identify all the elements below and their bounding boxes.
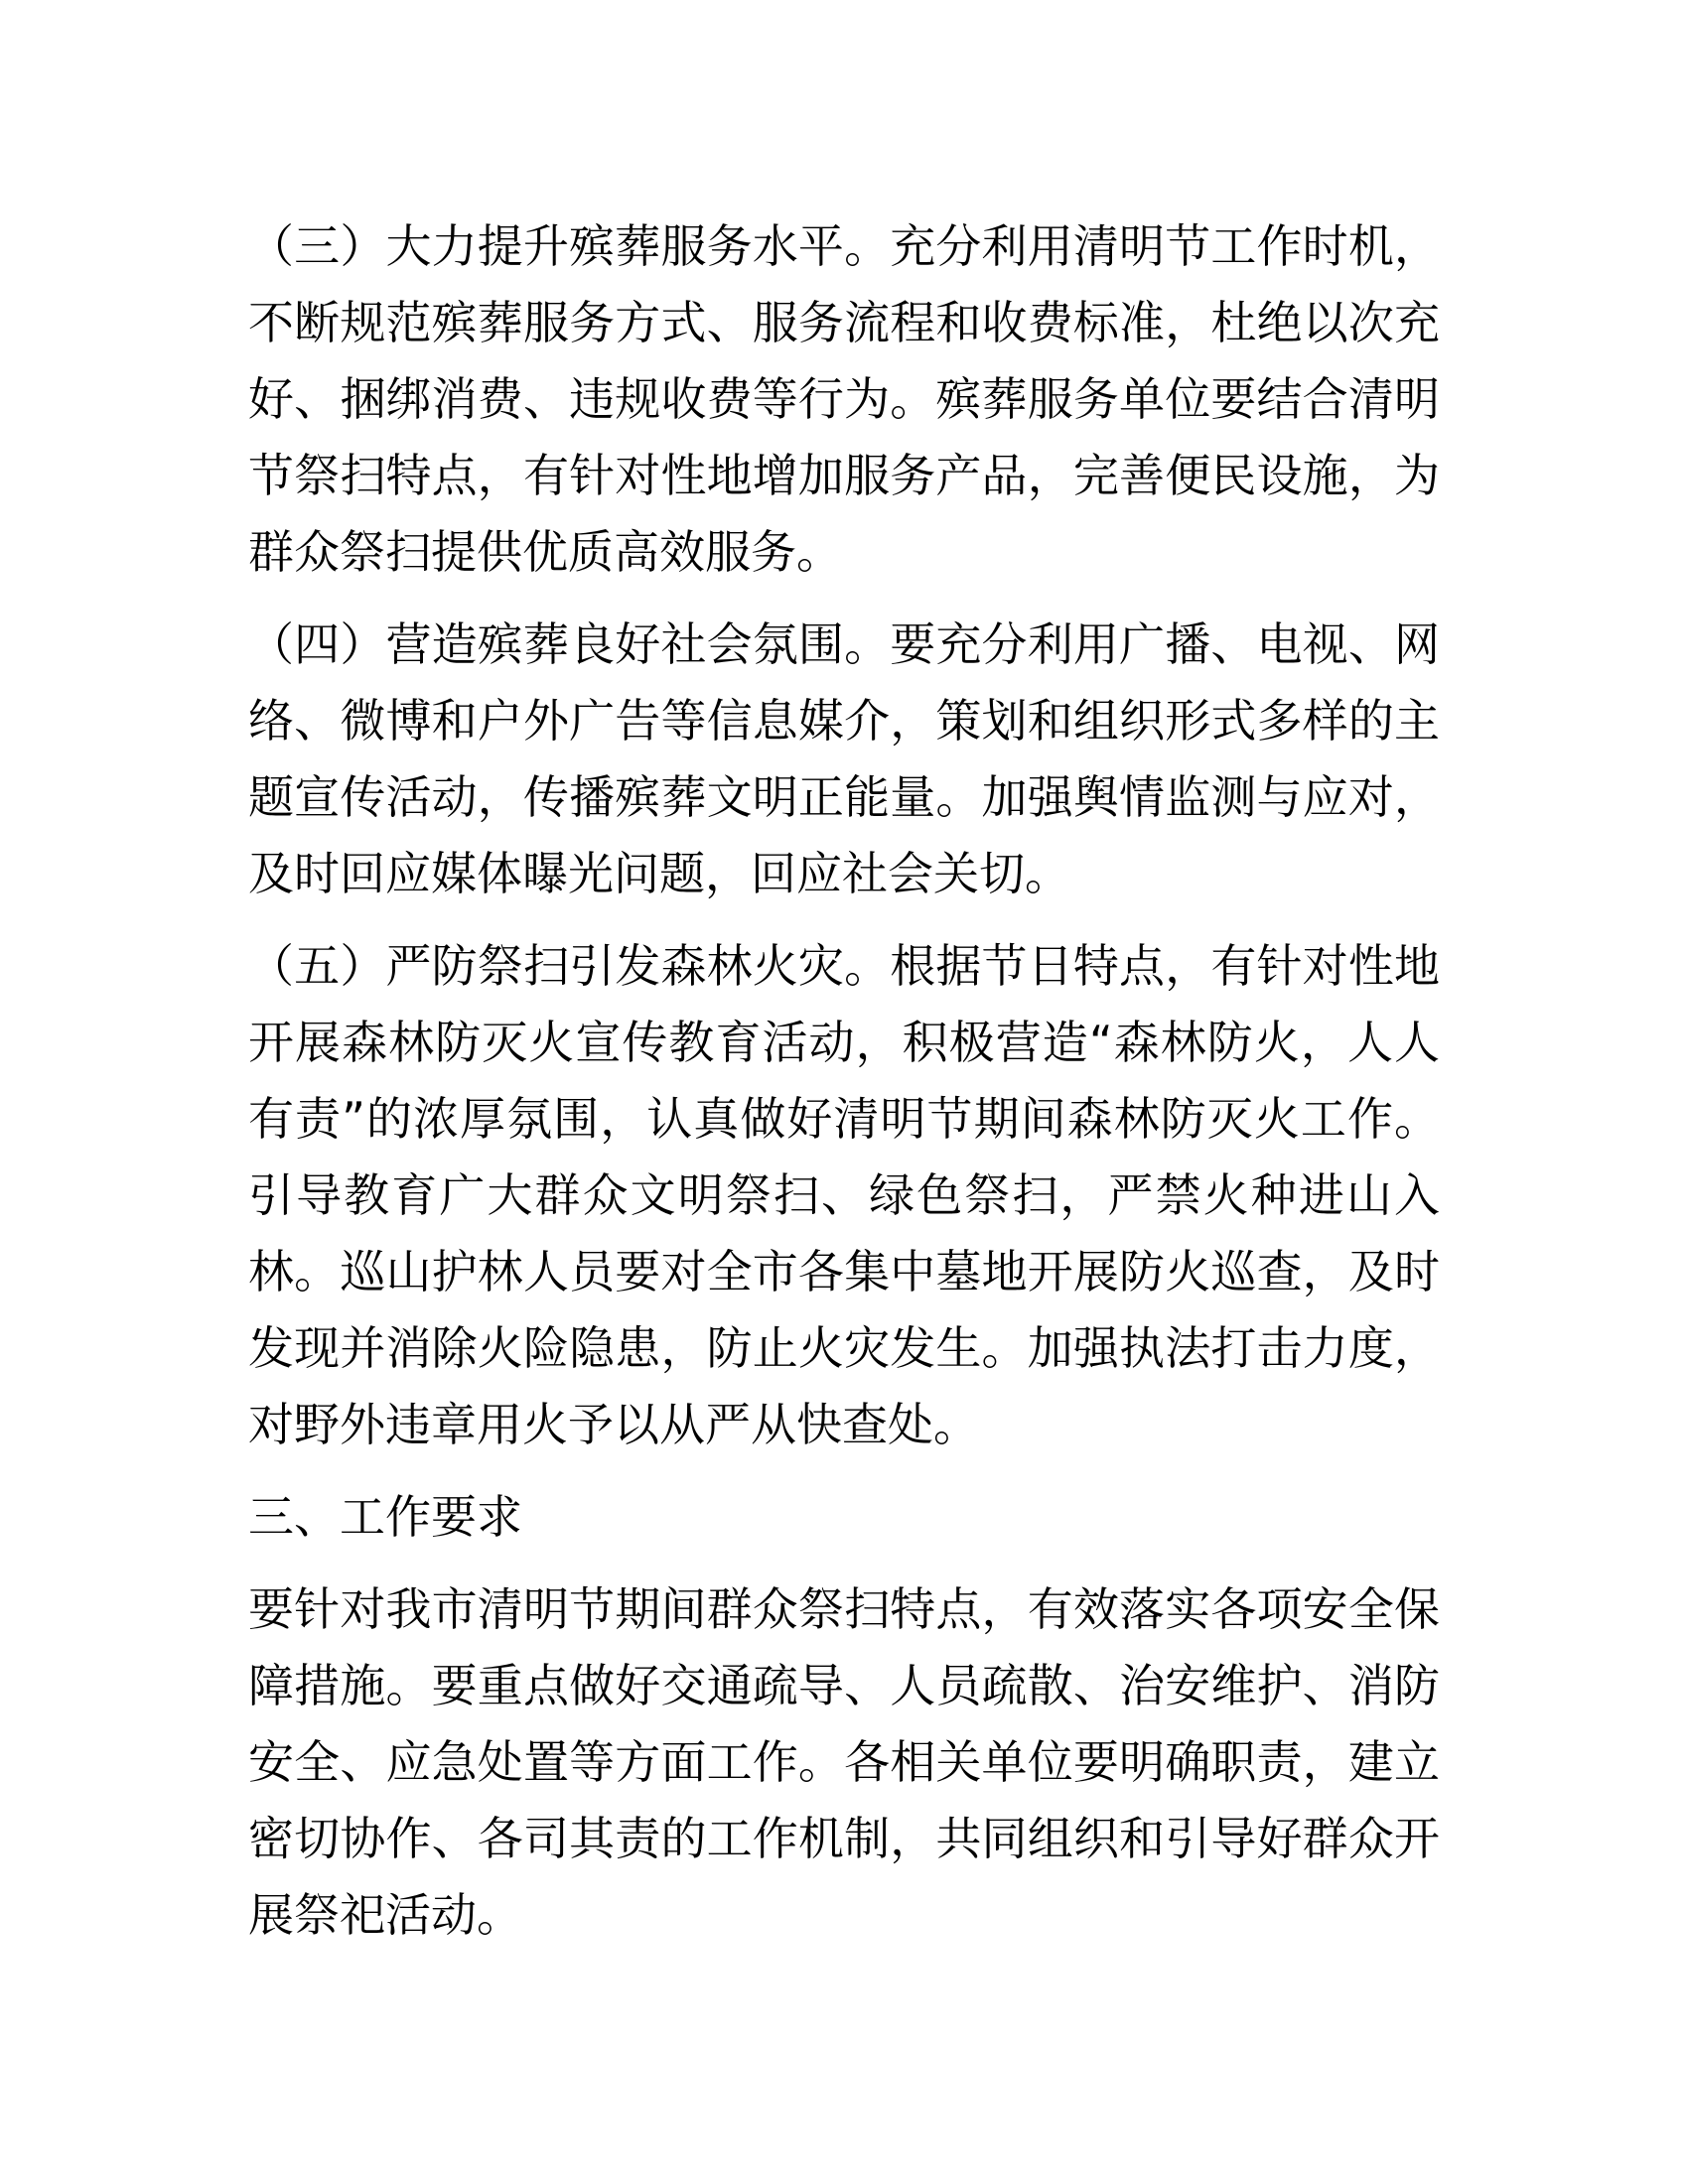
paragraph-social-atmosphere: （四）营造殡葬良好社会氛围。要充分利用广播、电视、网络、微博和户外广告等信息媒介，策划和组织形式多样的主题宣传活动，传播殡葬文明正能量。加强舆情监测与应对，及时回应媒体曝光问题，回应社会关切。	[248, 617, 1440, 900]
paragraph-forest-fire: （五）严防祭扫引发森林火灾。根据节日特点，有针对性地开展森林防灭火宣传教育活动，积极营造“森林防火，人人有责”的浓厚氛围，认真做好清明节期间森林防灭火工作。引导教育广大群众文明祭扫、绿色祭扫，严禁火种进山入林。巡山护林人员要对全市各集中墓地开展防火巡查，及时发现并消除火险隐患，防止火灾发生。加强执法打击力度，对野外违章用火予以从严从快查处。	[248, 939, 1440, 1451]
paragraph-work-requirements: 要针对我市清明节期间群众祭扫特点，有效落实各项安全保障措施。要重点做好交通疏导、人员疏散、治安维护、消防安全、应急处置等方面工作。各相关单位要明确职责，建立密切协作、各司其责的工作机制，共同组织和引导好群众开展祭祀活动。	[248, 1582, 1440, 1942]
paragraph-funeral-service: （三）大力提升殡葬服务水平。充分利用清明节工作时机，不断规范殡葬服务方式、服务流程和收费标准，杜绝以次充好、捆绑消费、违规收费等行为。殡葬服务单位要结合清明节祭扫特点，有针对性地增加服务产品，完善便民设施，为群众祭扫提供优质高效服务。	[248, 219, 1440, 579]
document-body	[248, 208, 1440, 1954]
section-heading: 三、工作要求	[248, 1490, 522, 1544]
